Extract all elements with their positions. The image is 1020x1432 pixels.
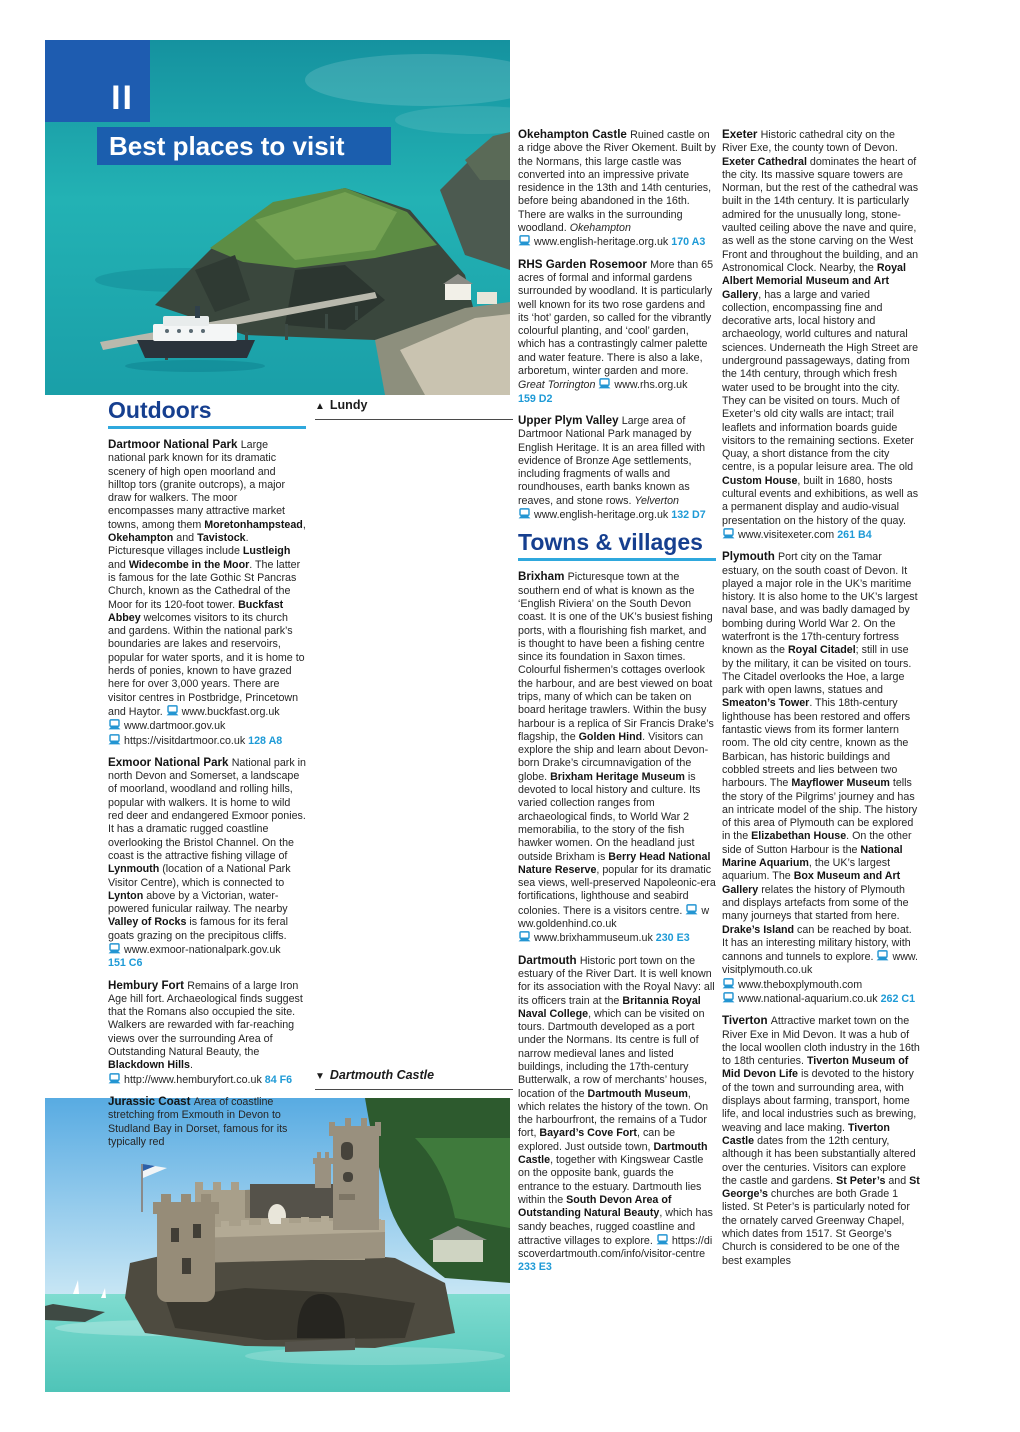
- laptop-icon: [108, 734, 121, 745]
- laptop-icon: [598, 378, 611, 389]
- entry: Exmoor National Park National park in north Devon and Somerset, a landscape of moorland, woodland and rolling hills, popular with walkers. It is home to wild red deer and endangered Exmoor ponies. It has a dramatic rugged coastline overlooking the Bristol Channel. On the coast is the attractive fishing village of Lynmouth (location of a National Park Visitor Centre), which is connected to Lynton above by a Victorian, water-powered funicular railway. The nearby Valley of Rocks is famous for its feral goats grazing on the precipitous cliffs. www.exmoor-nationalpark.gov.uk 151 C6: [108, 755, 306, 970]
- laptop-icon: [108, 943, 121, 954]
- section-heading: Towns & villages: [518, 530, 716, 561]
- entry: Hembury Fort Remains of a large Iron Age hill fort. Archaeological finds suggest that the Romans also occupied the site. Walkers are rewarded with far-reaching views over the surrounding Area of Outstanding Natural Beauty, the Blackdown Hills. http://www.hemburyfort.co.uk 84 F6: [108, 978, 303, 1086]
- entry: Tiverton Attractive market town on the River Exe in Mid Devon. It was a hub of the local woollen cloth industry in the 16th to 18th centuries. Tiverton Museum of Mid Devon Life is devoted to the history of the town and surrounding area, with displays about farming, transport, home life, and local industries such as brewing, weaving and lace making. Tiverton Castle dates from the 12th century, although it has been substantially altered over the centuries. Visitors can explore the castle and gardens. St Peter’s and St George’s churches are both Grade 1 listed. St Peter’s is particularly noted for the ornately carved Greenway Chapel, which dates from 1517. St George’s Church is considered to be one of the best examples: [722, 1014, 920, 1267]
- triangle-up-icon: ▲: [315, 401, 325, 412]
- entry-name: Jurassic Coast: [108, 1094, 194, 1108]
- map-ref: 159 D2: [518, 392, 553, 405]
- laptop-icon: [166, 705, 179, 716]
- url-text: www.theboxplymouth.com: [722, 979, 862, 991]
- entry-name: Dartmoor National Park: [108, 438, 241, 451]
- map-ref: 132 D7: [671, 509, 706, 522]
- url-text: www.visitplymouth.co.uk: [722, 951, 919, 977]
- page-title: Best places to visit: [109, 131, 345, 161]
- entry-name: Dartmouth: [518, 953, 580, 967]
- url-text: www.rhs.org.uk: [598, 379, 687, 391]
- url-text: www.goldenhind.co.uk: [518, 904, 710, 931]
- entry: Plymouth Port city on the Tamar estuary, on the south coast of Devon. It played a major role in the UK’s maritime history. It is also home to the UK’s largest naval base, and was badly damaged by bombing during World War 2. On the waterfront is the 17th-century fortress known as the Royal Citadel; still in use by the military, it can be visited on tours. The Citadel overlooks the Hoe, a large park with open lawns, statues and Smeaton’s Tower. This 18th-century lighthouse has been restored and offers fantastic views from its former lantern room. The old city centre, known as the Barbican, has historic buildings and cobbled streets and lies between two harbours. The Mayflower Museum tells the story of the Pilgrims’ journey and has an intricate model of the ship. The history of this area of Plymouth can be explored in the Elizabethan House. On the other side of Sutton Harbour is the National Marine Aquarium, the UK’s largest aquarium. The Box Museum and Art Gallery relates the history of Plymouth and displays artefacts from some of the many journeys that started from here. Drake’s Island can be reached by boat. It has an interesting military history, with cannons and tunnels to explore. www.visitplymouth.co.uk www.theboxplymouth.com www.national-aquarium.co.uk 262 C1: [722, 550, 919, 1005]
- map-ref: 84 F6: [264, 1073, 293, 1086]
- entry: Brixham Picturesque town at the southern end of what is known as the ‘English Riviera’ on the South Devon coast. It is one of the UK’s busiest fishing ports, with a flourishing fish market, and is thought to have been a fishing centre since its foundation in Saxon times. Colourful fishermen’s cottages overlook the harbour, and are best viewed on boat trips, many of which can be taken on board heritage trawlers. Within the busy harbour is a replica of Sir Francis Drake’s flagship, the Golden Hind. Visitors can explore the ship and learn about Devon-born Drake’s circumnavigation of the globe. Brixham Heritage Museum is devoted to local history and culture. Its varied collection ranges from archaeological finds, to World War 2 memorabilia, to the story of the fish hawker women. On the headland just outside Brixham is Berry Head National Nature Reserve, popular for its dramatic sea views, well-preserved Napoleonic-era fortifications, lighthouse and seabird colonies. There is a visitors centre. www.goldenhind.co.uk www.brixhammuseum.uk 230 E3: [518, 570, 716, 945]
- url-text: www.brixhammuseum.uk: [518, 932, 653, 944]
- map-ref: 262 C1: [880, 993, 916, 1005]
- map-ref: 128 A8: [248, 734, 283, 747]
- page-roman-numeral: II: [111, 79, 134, 117]
- triangle-down-icon: ▼: [315, 1071, 325, 1082]
- laptop-icon: [108, 1073, 121, 1084]
- column-outdoors: [108, 398, 306, 1157]
- entry-name: RHS Garden Rosemoor: [518, 257, 651, 271]
- entry-name: Hembury Fort: [108, 978, 188, 992]
- photo-caption-dartmouth-castle: ▼ Dartmouth Castle: [315, 1068, 513, 1090]
- laptop-icon: [108, 719, 121, 730]
- laptop-icon: [518, 508, 531, 519]
- column-coast: [315, 398, 513, 431]
- column-towns: [518, 128, 716, 1283]
- url-text: www.exmoor-nationalpark.gov.uk: [108, 944, 281, 956]
- entry-name: Okehampton Castle: [518, 128, 631, 141]
- laptop-icon: [876, 950, 889, 961]
- entry-name: Exeter: [722, 128, 761, 141]
- entry: Dartmouth Historic port town on the estuary of the River Dart. It is well known for its association with the Royal Navy: all its officers train at the Britannia Royal Naval College, which can be visited on tours. Dartmouth developed as a port under the Normans. Its centre is full of narrow medieval lanes and listed buildings, including the 17th-century Butterwalk, a row of merchants’ houses, location of the Dartmouth Museum, which relates the history of the town. On the harbourfront, the remains of a Tudor fort, Bayard’s Cove Fort, can be explored. Just outside town, Dartmouth Castle, together with Kingswear Castle on the opposite bank, guards the entrance to the estuary. Dartmouth lies within the South Devon Area of Outstanding Natural Beauty, which has sandy beaches, rugged coastline and attractive villages to explore. https://discoverdartmouth.com/info/visitor-centre 233 E3: [518, 953, 715, 1274]
- column-cities: [722, 128, 920, 1276]
- laptop-icon: [656, 1234, 669, 1245]
- entry: Dartmoor National Park Large national park known for its dramatic scenery of high open moorland and hilltop tors (granite outcrops), a major draw for walkers. The moor encompasses many attractive market towns, among them Moretonhampstead, Okehampton and Tavistock. Picturesque villages include Lustleigh and Widecombe in the Moor. The latter is famous for the late Gothic St Pancras Church, known as the Cathedral of the Moor for its 120-foot tower. Buckfast Abbey welcomes visitors to its church and gardens. Within the national park’s boundaries are lakes and reservoirs, popular for water sports, and it is home to herds of ponies, known to have grazed here for over 3,000 years. There are visitor centres in Postbridge, Princetown and Haytor. www.buckfast.org.uk www.dartmoor.gov.uk https://visitdartmoor.co.uk 128 A8: [108, 438, 306, 747]
- laptop-icon: [722, 978, 735, 989]
- entry-name: Plymouth: [722, 550, 779, 564]
- url-text: http://www.hemburyfort.co.uk: [108, 1074, 262, 1086]
- entry-name: Brixham: [518, 570, 568, 584]
- map-ref: 151 C6: [108, 957, 143, 970]
- url-text: www.english-heritage.org.uk: [518, 236, 668, 248]
- entry: Exeter Historic cathedral city on the River Exe, the county town of Devon. Exeter Cathedral dominates the heart of the city. Its massive square towers are Norman, but the rest of the cathedral was built in the 14th century. It is particularly admired for the unusually long, stone-vaulted ceiling above the nave and quire, as well as the stone carving on the West Front and throughout the building, and an Astronomical Clock. Nearby, the Royal Albert Memorial Museum and Art Gallery, has a large and varied collection, encompassing fine and decorative arts, local history and archaeology, world cultures and natural sciences. Underneath the High Street are underground passageways, dating from the 14th century, through which fresh water used to be brought into the city. They can be visited on tours. Much of Exeter’s old city walls are intact; trail leaflets and information boards guide visitors to the remaining sections. Exeter Quay, a short distance from the city centre, is a popular leisure area. The old Custom House, built in 1680, hosts cultural events and exhibitions, as well as a permanent display and audio-visual presentation on the history of the quay. www.visitexeter.com 261 B4: [722, 128, 919, 541]
- url-text: www.visitexeter.com: [722, 529, 834, 541]
- laptop-icon: [685, 904, 698, 915]
- map-ref: 233 E3: [518, 1261, 552, 1274]
- map-ref: 230 E3: [655, 932, 690, 945]
- url-text: https://visitdartmoor.co.uk: [108, 735, 245, 747]
- laptop-icon: [722, 992, 735, 1003]
- url-text: https://discoverdartmouth.com/info/visitor-centre: [518, 1234, 713, 1261]
- entry-name: Tiverton: [722, 1014, 771, 1028]
- photo-caption-lundy: ▲ Lundy: [315, 398, 513, 420]
- entry: Jurassic Coast Area of coastline stretching from Exmouth in Devon to Studland Bay in Dorset, famous for its typically red: [108, 1094, 288, 1148]
- page-title-banner: [97, 127, 391, 165]
- entry-name: Upper Plym Valley: [518, 413, 622, 427]
- map-ref: 261 B4: [837, 528, 872, 541]
- entry-name: Exmoor National Park: [108, 755, 232, 769]
- url-text: www.english-heritage.org.uk: [518, 509, 668, 521]
- laptop-icon: [518, 235, 531, 246]
- entry: Upper Plym Valley Large area of Dartmoor National Park managed by English Heritage. It is an area filled with evidence of Bronze Age settlements, including fragments of walls and roundhouses, earth banks known as reaves, and stone rows. Yelverton www.english-heritage.org.uk 132 D7: [518, 413, 706, 522]
- entry: RHS Garden Rosemoor More than 65 acres of formal and informal gardens surrounded by woodland. It is particularly well known for its two rose gardens and its ‘hot’ garden, so called for the vibrantly colourful planting, and ‘cool’ garden, which has a contrastingly calmer palette and water feature. There is also a lake, arboretum, winter garden and more. Great Torrington www.rhs.org.uk 159 D2: [518, 257, 714, 405]
- laptop-icon: [518, 931, 531, 942]
- url-text: www.buckfast.org.uk: [166, 706, 280, 718]
- page-number-badge: [45, 40, 150, 122]
- url-text: www.national-aquarium.co.uk: [722, 993, 878, 1005]
- map-ref: 170 A3: [671, 236, 706, 249]
- laptop-icon: [722, 528, 735, 539]
- section-heading: Outdoors: [108, 398, 306, 429]
- entry: Okehampton Castle Ruined castle on a ridge above the River Okement. Built by the Normans, this large castle was converted into an impressive private residence in the 13th and 14th centuries, before being abandoned in the 16th. There are walks in the surrounding woodland. Okehampton www.english-heritage.org.uk 170 A3: [518, 128, 716, 249]
- url-text: www.dartmoor.gov.uk: [108, 720, 225, 732]
